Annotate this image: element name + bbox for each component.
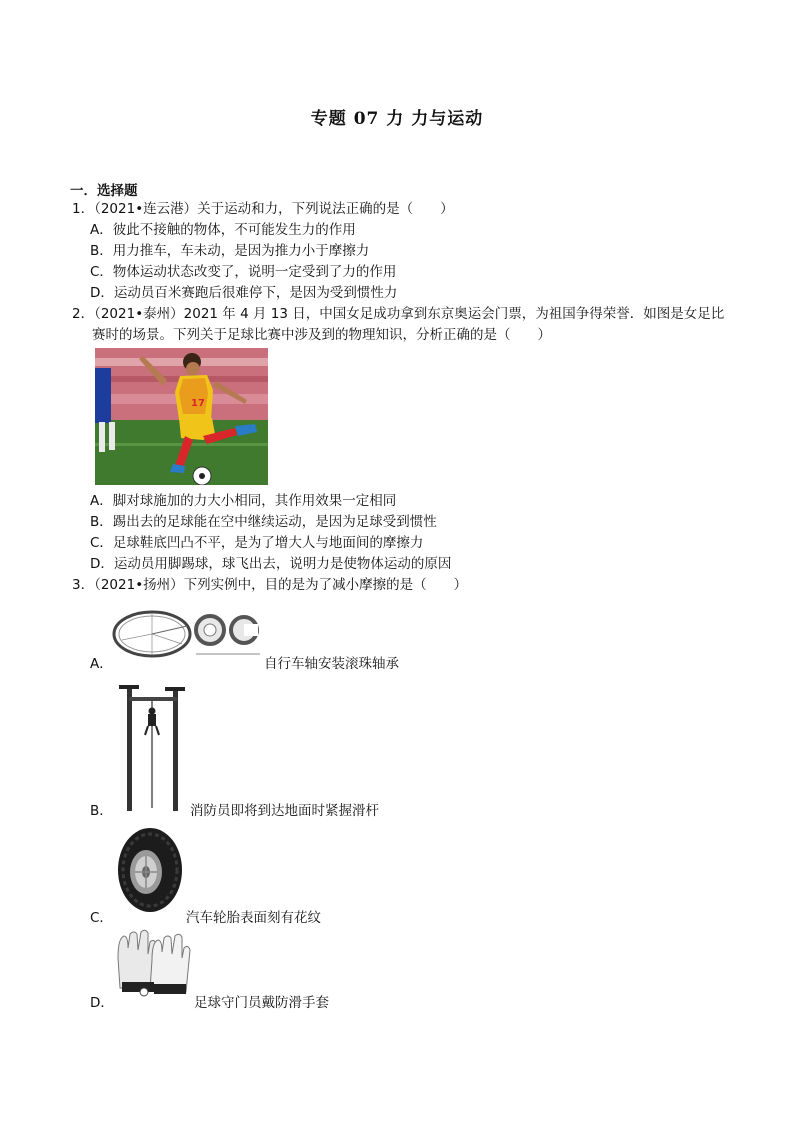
question-3-option-d-letter: D． — [90, 995, 114, 1011]
question-2-option-c: C．足球鞋底凹凸不平，是为了增大人与地面间的摩擦力 — [90, 535, 424, 551]
tire-image — [116, 826, 184, 914]
question-3-option-a-text: 自行车轴安装滚珠轴承 — [264, 656, 399, 672]
question-2-option-d: D．运动员用脚踢球，球飞出去，说明力是使物体运动的原因 — [90, 556, 452, 572]
question-3-stem: 3．（2021•扬州）下列实例中，目的是为了减小摩擦的是（ ） — [72, 577, 468, 593]
goalkeeper-gloves-image — [114, 928, 192, 1000]
fire-pole-image — [115, 683, 189, 813]
question-1-stem: 1．（2021•连云港）关于运动和力，下列说法正确的是（ ） — [72, 201, 454, 217]
question-1-option-c: C．物体运动状态改变了，说明一定受到了力的作用 — [90, 264, 397, 280]
question-3-option-a-letter: A． — [90, 656, 113, 672]
question-3-option-c-text: 汽车轮胎表面刻有花纹 — [186, 910, 321, 926]
question-2-option-a: A．脚对球施加的力大小相同，其作用效果一定相同 — [90, 493, 397, 509]
question-1-option-b: B．用力推车，车未动，是因为推力小于摩擦力 — [90, 243, 370, 259]
jersey-number: 17 — [191, 398, 205, 409]
question-3-option-b-text: 消防员即将到达地面时紧握滑杆 — [190, 803, 379, 819]
section-heading: 一．选择题 — [70, 183, 138, 199]
question-1-option-d: D．运动员百米赛跑后很难停下，是因为受到惯性力 — [90, 285, 398, 301]
question-3-option-d-text: 足球守门员戴防滑手套 — [194, 995, 329, 1011]
question-1-option-a: A．彼此不接触的物体，不可能发生力的作用 — [90, 222, 356, 238]
question-3-option-c-letter: C． — [90, 910, 113, 926]
question-2-stem-line-2: 赛时的场景。下列关于足球比赛中涉及到的物理知识，分析正确的是（ ） — [92, 327, 551, 343]
page-title: 专题 07 力 力与运动 — [310, 109, 484, 129]
question-2-option-b: B．踢出去的足球能在空中继续运动，是因为足球受到惯性 — [90, 514, 437, 530]
ball-bearing-image — [112, 600, 262, 662]
soccer-match-photo — [95, 348, 268, 485]
question-2-stem-line-1: 2．（2021•泰州）2021 年 4 月 13 日，中国女足成功拿到东京奥运会门票，为祖国争得荣誉．如图是女足比 — [72, 306, 725, 322]
question-3-option-b-letter: B． — [90, 803, 113, 819]
